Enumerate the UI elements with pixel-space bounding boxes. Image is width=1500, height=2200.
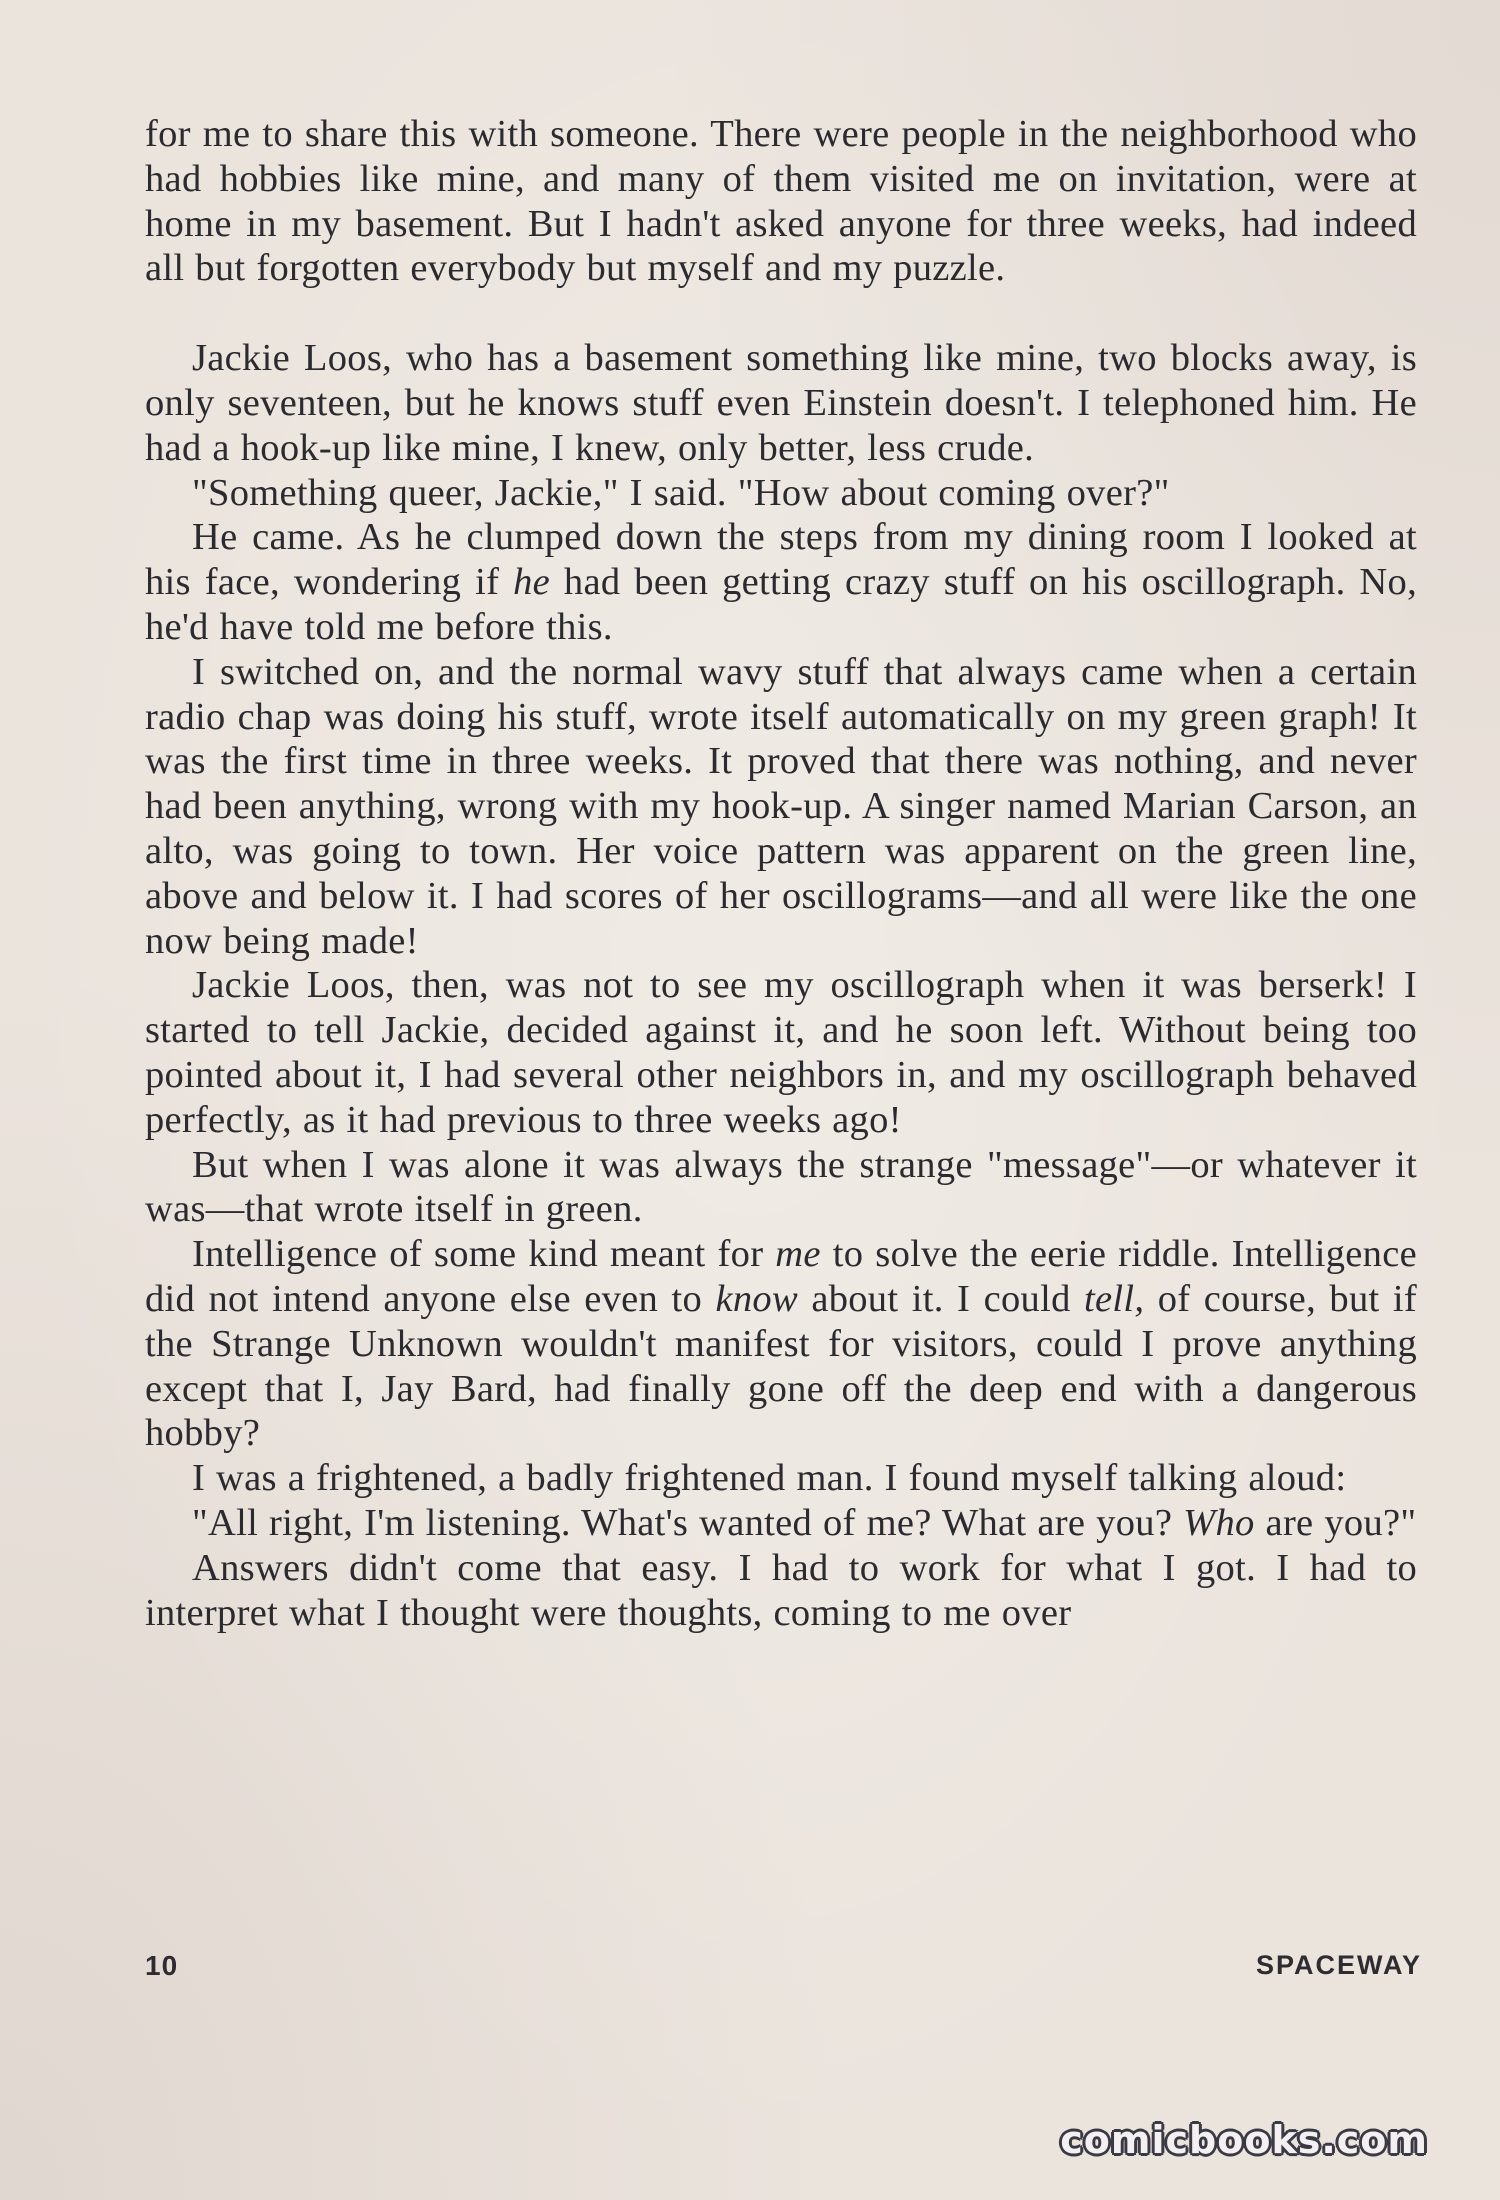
text-run: about it. I could bbox=[797, 1277, 1085, 1320]
paragraph bbox=[145, 1232, 1417, 1456]
text-run: are you?" bbox=[1254, 1501, 1417, 1544]
paragraph: Jackie Loos, who has a basement something like mine, two blocks away, is only seventeen, but he knows stuff even Einstein doesn't. I telephoned him. He had a hook-up like mine, I knew, only better, less crude. bbox=[145, 337, 1417, 469]
page-number: 10 bbox=[145, 1950, 179, 1981]
text-run: had been getting crazy stuff on his oscillograph. No, he'd have told me before this. bbox=[145, 561, 1417, 648]
text-run: Intelligence of some kind meant for bbox=[192, 1233, 776, 1276]
text-run: He came. As he clumped down the steps from my dining room I looked at his face, wondering if bbox=[145, 516, 1417, 604]
emphasis-text: he bbox=[513, 561, 551, 604]
paragraph: I switched on, and the normal wavy stuff that always came when a certain radio chap was doing his stuff, wrote itself automatically on my green graph! It was the first time in three weeks. It proved that there was nothing, and never had been anything, wrong with my hook-up. A singer named Marian Carson, an alto, was going to town. Her voice pattern was apparent on the green line, above and below it. I had scores of her oscillograms—and all were like the one now being made! bbox=[145, 650, 1417, 962]
page-body-text bbox=[145, 112, 1417, 1635]
page-footer bbox=[145, 1950, 1422, 1990]
paragraph: But when I was alone it was always the strange "message"—or whatever it was—that wrote itself in green. bbox=[145, 1143, 1417, 1231]
emphasis-text: Who bbox=[1183, 1501, 1255, 1544]
paragraph: Jackie Loos, then, was not to see my oscillograph when it was berserk! I started to tell Jackie, decided against it, and he soon left. Without being too pointed about it, I had several other neighbors in, and my oscillograph behaved perfectly, as it had previous to three weeks ago! bbox=[145, 964, 1417, 1141]
paragraph: "Something queer, Jackie," I said. "How about coming over?" bbox=[192, 471, 1170, 514]
paragraph: Answers didn't come that easy. I had to work for what I got. I had to interpret what I thought were thoughts, coming to me over bbox=[145, 1546, 1417, 1634]
paragraph bbox=[145, 1501, 1417, 1546]
text-run: to solve the eerie riddle. Intelligence did not intend anyone else even to bbox=[145, 1233, 1417, 1320]
emphasis-text: tell, bbox=[1084, 1277, 1145, 1320]
watermark-logo: comicbooks.com bbox=[1060, 2118, 1428, 2162]
running-title: SPACEWAY bbox=[1255, 1950, 1422, 1980]
paragraph bbox=[145, 515, 1417, 649]
emphasis-text: know bbox=[715, 1277, 798, 1320]
text-run: "All right, I'm listening. What's wanted of me? What are you? bbox=[192, 1501, 1184, 1544]
paragraph: I was a frightened, a badly frightened man. I found myself talking aloud: bbox=[192, 1457, 1347, 1500]
emphasis-text: me bbox=[775, 1233, 821, 1276]
text-run: of course, but if the Strange Unknown wouldn't manifest for visitors, could I prove anything except that I, Jay Bard, had finally gone off the deep end with a dangerous hobby? bbox=[145, 1277, 1418, 1455]
paragraph: for me to share this with someone. There were people in the neighborhood who had hobbies like mine, and many of them visited me on invitation, were at home in my basement. But I hadn't asked anyone for three weeks, had indeed all but forgotten everybody but myself and my puzzle. bbox=[145, 113, 1417, 290]
